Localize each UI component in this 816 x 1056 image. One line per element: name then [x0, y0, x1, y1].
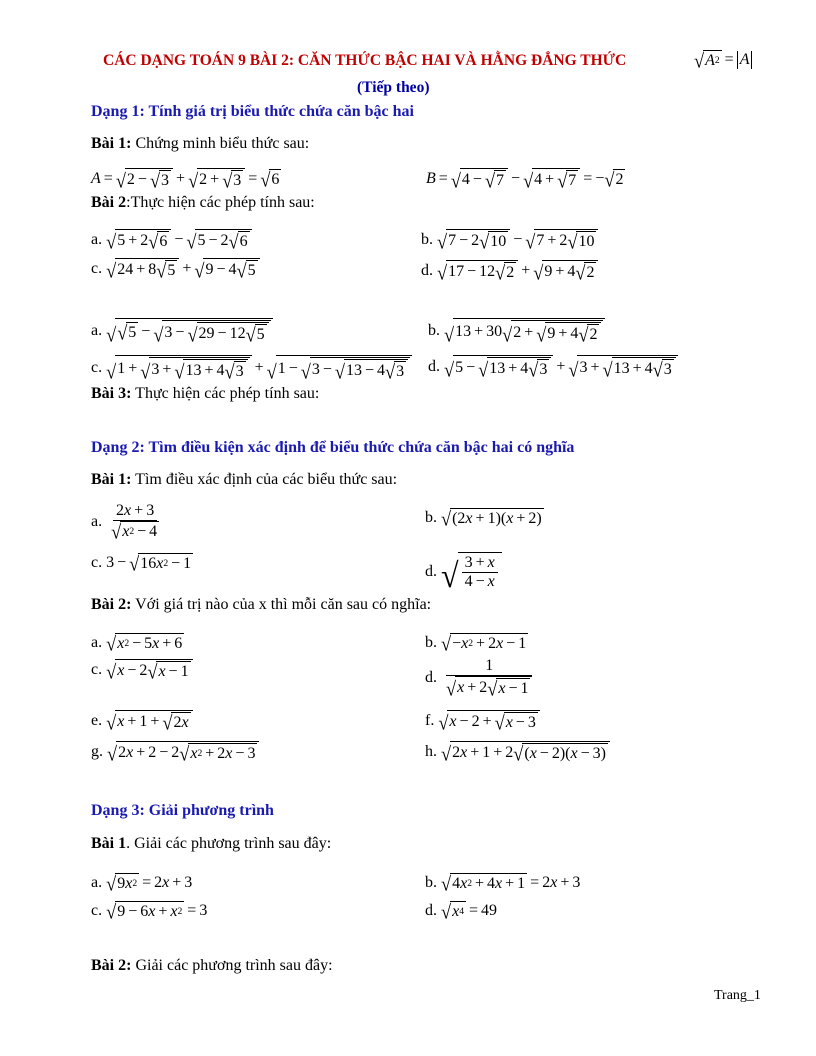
- problem-3-1d: d. √ x 4 = 49: [425, 900, 498, 923]
- problem-2-2b: b. √ − x 2 + 2 x − 1: [425, 632, 527, 655]
- problem-3-1c: c. √ 9 − 6 x + x 2 = 3: [91, 900, 208, 923]
- problem-2-2c: c. √ x − 2 √ x − 1: [91, 659, 193, 681]
- title-formula: √ A 2 = A: [694, 50, 752, 70]
- exercise-3-1: Bài 1. Giải các phương trình sau đây:: [91, 835, 332, 852]
- problem-2-2d: d. 1 √ x + 2 √ x − 1: [425, 657, 537, 698]
- problem-2-1a: a. 2 x + 3 √ x 2 − 4: [91, 502, 158, 543]
- section-heading-2: Dạng 2: Tìm điều kiện xác định để biểu thức chứa căn bậc hai có nghĩa: [91, 439, 575, 456]
- problem-2-2e: e. √ x + 1 + √ 2 x: [91, 710, 193, 732]
- problem-1-2d: d. √ 17 − 12 √ 2 + √ 9 + 4 √ 2: [421, 260, 598, 282]
- section-heading-3: Dạng 3: Giải phương trình: [91, 802, 274, 819]
- page-title: CÁC DẠNG TOÁN 9 BÀI 2: CĂN THỨC BẬC HAI VÀ HẰNG ĐẲNG THỨC: [103, 52, 627, 69]
- problem-1-2c: c. √ 24 + 8 √ 5 + √ 9 − 4 √ 5: [91, 258, 260, 280]
- exercise-1-1: Bài 1: Chứng minh biểu thức sau:: [91, 135, 310, 152]
- page-subtitle: (Tiếp theo): [357, 79, 430, 96]
- problem-1-2c2: c. √ 1 + √ 3 + √ 13 + 4 √ 3 + √ 1 − √ 3 − √ 13 − 4 √ 3: [91, 355, 412, 381]
- problem-2-1c: c. 3 − √ 16 x 2 − 1: [91, 552, 192, 575]
- section-heading-1: Dạng 1: Tính giá trị biểu thức chứa căn bậc hai: [91, 103, 414, 120]
- problem-2-2h: h. √ 2 x + 1 + 2 √ ( x − 2)( x − 3): [425, 741, 610, 763]
- problem-1-2a: a. √ 5 + 2 √ 6 − √ 5 − 2 √ 6: [91, 229, 252, 251]
- exercise-1-3: Bài 3: Thực hiện các phép tính sau:: [91, 385, 320, 402]
- formula-A: A = √ 2 − √ 3 + √ 2 + √ 3 = √ 6: [91, 168, 280, 192]
- problem-3-1a: a. √ 9 x 2 = 2 x + 3: [91, 872, 193, 895]
- problem-3-1b: b. √ 4 x 2 + 4 x + 1 = 2 x + 3: [425, 872, 581, 895]
- problem-2-1b: b. √ (2 x + 1)( x + 2): [425, 507, 542, 530]
- problem-2-2g: g. √ 2 x + 2 − 2 √ x 2 + 2 x − 3: [91, 741, 259, 763]
- page-number: Trang_1: [714, 988, 761, 1003]
- exercise-1-2: Bài 2:Thực hiện các phép tính sau:: [91, 194, 315, 211]
- problem-2-1d: d. √ 3 + x 4 − x: [425, 552, 502, 591]
- exercise-2-1: Bài 1: Tìm điều xác định của các biểu thức sau:: [91, 471, 398, 488]
- problem-2-2f: f. √ x − 2 + √ x − 3: [425, 710, 540, 732]
- problem-1-2d2: d. √ 5 − √ 13 + 4 √ 3 + √ 3 + √ 13 + 4 √ 3: [428, 355, 678, 379]
- problem-1-2b2: b. √ 13 + 30 √ 2 + √ 9 + 4 √ 2: [428, 318, 605, 344]
- problem-2-2a: a. √ x 2 − 5 x + 6: [91, 632, 183, 655]
- formula-B: B = √ 4 − √ 7 − √ 4 + √ 7 = − √ 2: [426, 168, 624, 192]
- exercise-3-2: Bài 2: Giải các phương trình sau đây:: [91, 957, 333, 974]
- problem-1-2a2: a. √ √ 5 − √ 3 − √ 29 − 12 √ 5: [91, 318, 273, 344]
- problem-1-2b: b. √ 7 − 2 √ 10 − √ 7 + 2 √ 10: [421, 229, 598, 251]
- exercise-2-2: Bài 2: Với giá trị nào của x thì mỗi căn sau có nghĩa:: [91, 596, 432, 613]
